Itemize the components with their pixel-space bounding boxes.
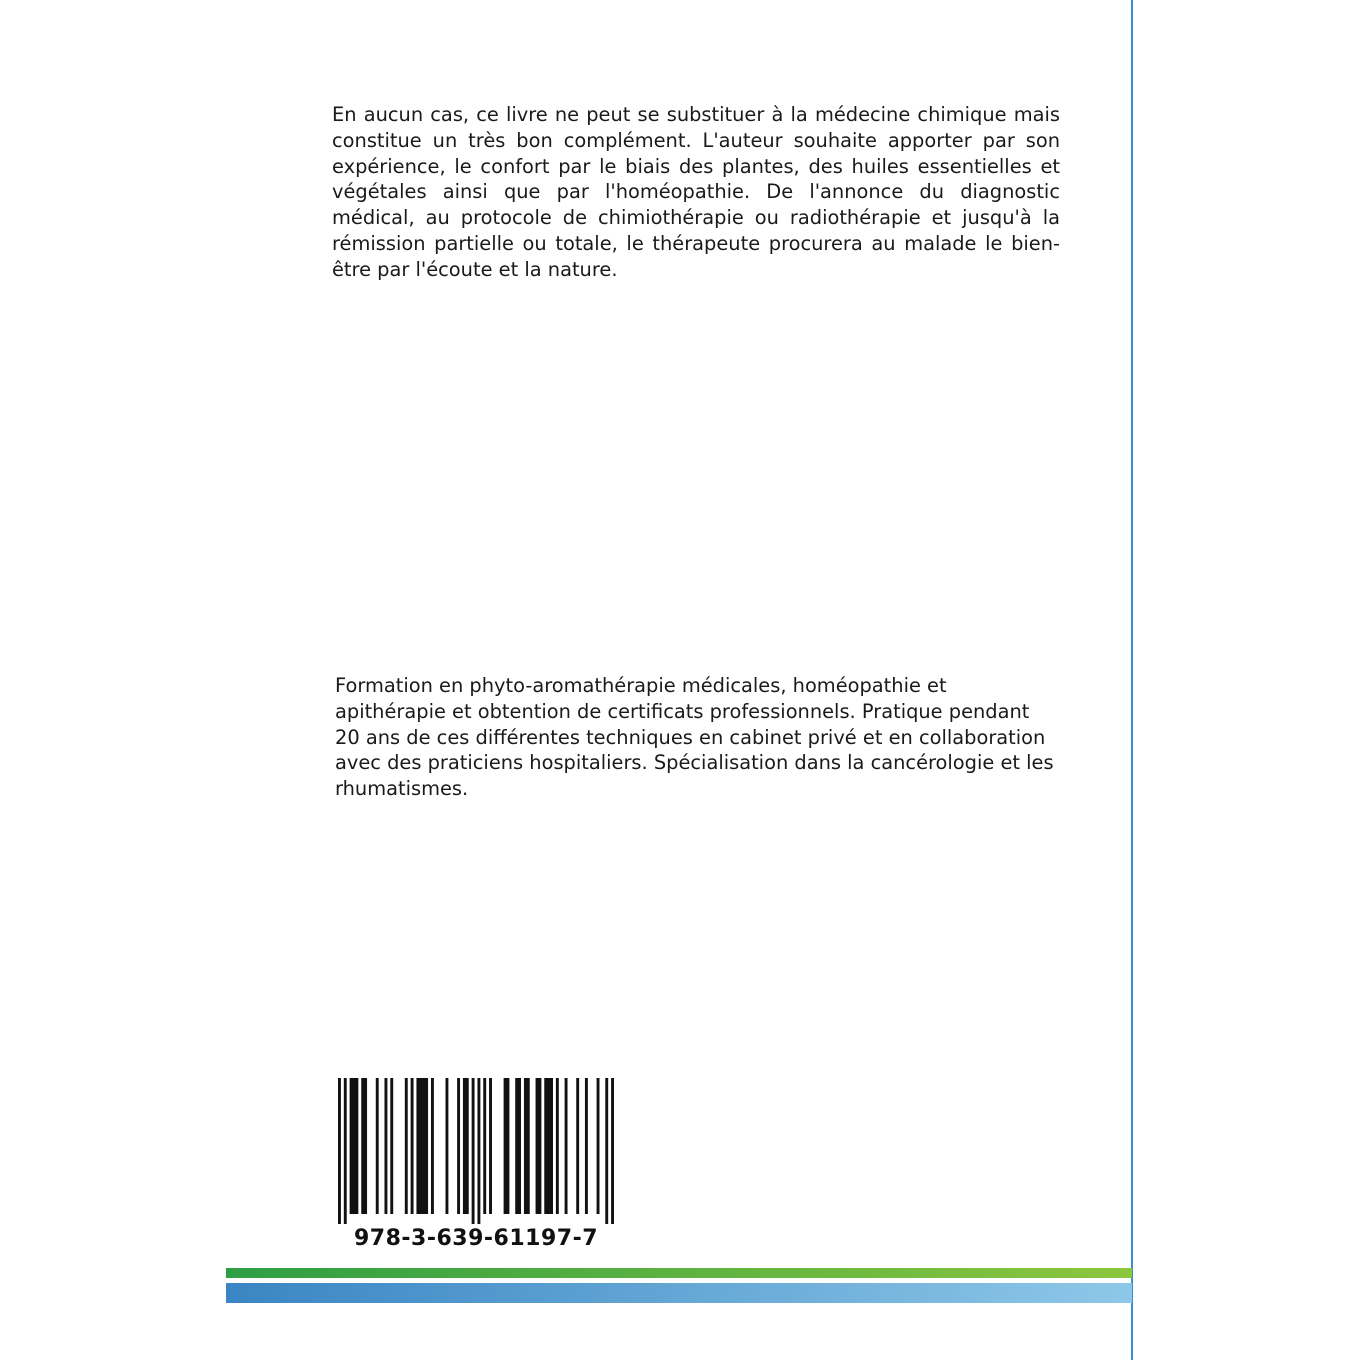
barcode-bar-13 [463, 1078, 469, 1214]
barcode-bar-25 [576, 1078, 579, 1214]
barcode-bar-24 [565, 1078, 568, 1214]
barcode-bar-28 [605, 1078, 608, 1224]
barcode-bar-21 [536, 1078, 542, 1214]
barcode-bar-7 [405, 1078, 408, 1214]
barcode-bar-0 [338, 1078, 341, 1224]
barcode-bar-8 [411, 1078, 414, 1214]
barcode-bar-11 [445, 1078, 448, 1214]
barcode-bar-26 [585, 1078, 588, 1214]
barcode-bar-9 [416, 1078, 428, 1214]
barcode-bar-22 [544, 1078, 553, 1214]
author-bio: Formation en phyto-aromathérapie médicales, homéopathie et apithérapie et obtention de certificats professionnels. Pratique pendant 20 ans de ces différentes techniques en cabinet privé et en collaboration avec des praticiens hospitaliers. Spécialisation dans la cancérologie et les rhumatismes. [335, 674, 1054, 801]
barcode-bar-14 [472, 1078, 475, 1224]
isbn-number: 978-3-639-61197-7 [353, 1226, 599, 1251]
book-blurb: En aucun cas, ce livre ne peut se substituer à la médecine chimique mais constitue un très bon complément. L'auteur souhaite apporter par son expérience, le confort par le biais des plantes, des huiles essentielles et végétales ainsi que par l'homéopathie. De l'annonce du diagnostic médical, au protocole de chimiothérapie ou radiothérapie et jusqu'à la rémission partielle ou totale, le thérapeute procurera au malade le bien-être par l'écoute et la nature. [332, 103, 1060, 281]
barcode-bar-17 [489, 1078, 492, 1214]
barcode-bar-23 [556, 1078, 559, 1214]
barcode-bar-27 [597, 1078, 600, 1214]
barcode-bar-10 [431, 1078, 434, 1214]
spine-edge-line [1131, 0, 1133, 1360]
barcode-bar-1 [344, 1078, 347, 1224]
barcode-bar-20 [524, 1078, 530, 1214]
barcode-bars [338, 1078, 614, 1224]
barcode-bar-6 [390, 1078, 393, 1214]
barcode-bar-29 [611, 1078, 614, 1224]
barcode-bar-3 [361, 1078, 367, 1214]
barcode-bar-12 [457, 1078, 460, 1214]
barcode-bar-2 [350, 1078, 359, 1214]
blue-band [226, 1283, 1132, 1303]
barcode-bar-18 [504, 1078, 510, 1214]
green-band [226, 1268, 1132, 1278]
barcode-bar-4 [376, 1078, 379, 1214]
barcode-bar-16 [483, 1078, 486, 1214]
barcode-bar-15 [477, 1078, 480, 1224]
barcode-bar-19 [515, 1078, 521, 1214]
barcode-bar-5 [384, 1078, 387, 1214]
